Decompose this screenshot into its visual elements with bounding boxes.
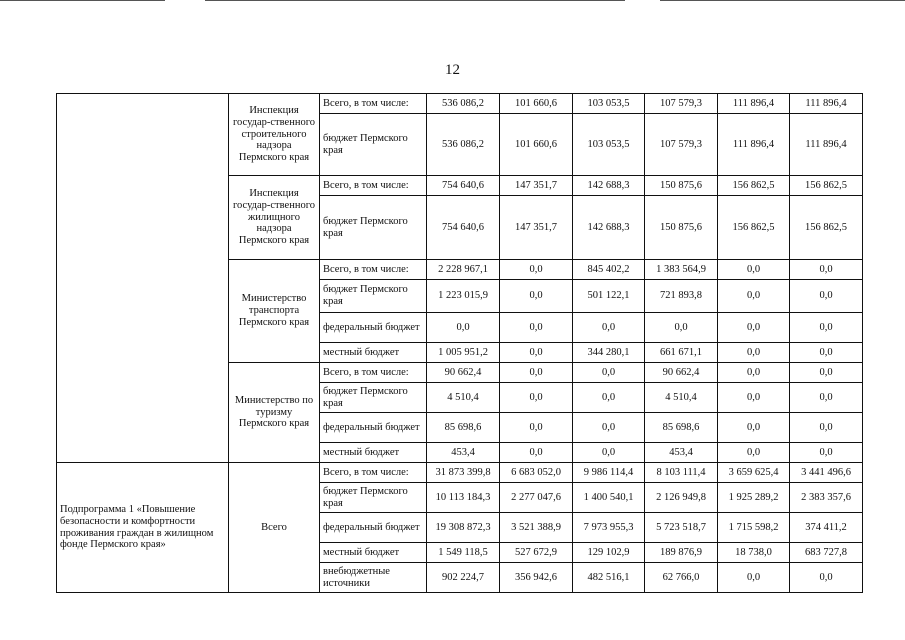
value-cell: 0,0 — [718, 280, 790, 313]
source-cell: Всего, в том числе: — [320, 176, 427, 196]
value-cell: 0,0 — [500, 343, 573, 363]
value-cell: 0,0 — [790, 383, 863, 413]
value-cell: 0,0 — [500, 383, 573, 413]
source-cell: местный бюджет — [320, 443, 427, 463]
source-cell: Всего, в том числе: — [320, 363, 427, 383]
value-cell: 374 411,2 — [790, 513, 863, 543]
value-cell: 0,0 — [573, 383, 645, 413]
executor-cell: Инспекция государ-ственного жилищного надзора Пермского края — [229, 176, 320, 260]
value-cell: 7 973 955,3 — [573, 513, 645, 543]
value-cell: 0,0 — [790, 413, 863, 443]
value-cell: 1 925 289,2 — [718, 483, 790, 513]
source-cell: бюджет Пермского края — [320, 114, 427, 176]
program-cell-empty — [57, 94, 229, 463]
source-cell: федеральный бюджет — [320, 413, 427, 443]
value-cell: 3 521 388,9 — [500, 513, 573, 543]
value-cell: 147 351,7 — [500, 196, 573, 260]
value-cell: 0,0 — [573, 443, 645, 463]
value-cell: 661 671,1 — [645, 343, 718, 363]
value-cell: 150 875,6 — [645, 196, 718, 260]
value-cell: 19 308 872,3 — [427, 513, 500, 543]
value-cell: 0,0 — [718, 563, 790, 593]
value-cell: 150 875,6 — [645, 176, 718, 196]
value-cell: 0,0 — [790, 313, 863, 343]
top-rule — [0, 0, 165, 1]
budget-table — [56, 93, 863, 593]
value-cell: 536 086,2 — [427, 94, 500, 114]
value-cell: 189 876,9 — [645, 543, 718, 563]
source-cell: местный бюджет — [320, 343, 427, 363]
value-cell: 142 688,3 — [573, 196, 645, 260]
executor-cell: Инспекция государ-ственного строительного надзора Пермского края — [229, 94, 320, 176]
value-cell: 156 862,5 — [790, 196, 863, 260]
value-cell: 453,4 — [645, 443, 718, 463]
value-cell: 85 698,6 — [427, 413, 500, 443]
value-cell: 0,0 — [790, 280, 863, 313]
value-cell: 90 662,4 — [427, 363, 500, 383]
value-cell: 0,0 — [718, 313, 790, 343]
value-cell: 356 942,6 — [500, 563, 573, 593]
value-cell: 107 579,3 — [645, 94, 718, 114]
value-cell: 62 766,0 — [645, 563, 718, 593]
value-cell: 0,0 — [500, 280, 573, 313]
executor-cell: Министерство по туризму Пермского края — [229, 363, 320, 463]
value-cell: 4 510,4 — [427, 383, 500, 413]
value-cell: 0,0 — [718, 343, 790, 363]
value-cell: 0,0 — [573, 363, 645, 383]
source-cell: Всего, в том числе: — [320, 94, 427, 114]
source-cell: Всего, в том числе: — [320, 463, 427, 483]
value-cell: 754 640,6 — [427, 176, 500, 196]
value-cell: 0,0 — [790, 343, 863, 363]
value-cell: 527 672,9 — [500, 543, 573, 563]
value-cell: 0,0 — [790, 260, 863, 280]
value-cell: 2 228 967,1 — [427, 260, 500, 280]
value-cell: 0,0 — [500, 363, 573, 383]
value-cell: 2 126 949,8 — [645, 483, 718, 513]
source-cell: внебюджетные источники — [320, 563, 427, 593]
value-cell: 103 053,5 — [573, 114, 645, 176]
value-cell: 129 102,9 — [573, 543, 645, 563]
source-cell: бюджет Пермского края — [320, 483, 427, 513]
source-cell: бюджет Пермского края — [320, 280, 427, 313]
value-cell: 1 005 951,2 — [427, 343, 500, 363]
value-cell: 111 896,4 — [790, 114, 863, 176]
value-cell: 902 224,7 — [427, 563, 500, 593]
value-cell: 0,0 — [500, 260, 573, 280]
value-cell: 2 383 357,6 — [790, 483, 863, 513]
value-cell: 111 896,4 — [718, 114, 790, 176]
value-cell: 111 896,4 — [718, 94, 790, 114]
value-cell: 0,0 — [500, 313, 573, 343]
page-number: 12 — [445, 62, 460, 78]
value-cell: 0,0 — [427, 313, 500, 343]
value-cell: 1 549 118,5 — [427, 543, 500, 563]
value-cell: 0,0 — [500, 413, 573, 443]
value-cell: 1 383 564,9 — [645, 260, 718, 280]
value-cell: 344 280,1 — [573, 343, 645, 363]
value-cell: 6 683 052,0 — [500, 463, 573, 483]
value-cell: 3 441 496,6 — [790, 463, 863, 483]
value-cell: 5 723 518,7 — [645, 513, 718, 543]
value-cell: 0,0 — [718, 383, 790, 413]
value-cell: 0,0 — [573, 313, 645, 343]
value-cell: 3 659 625,4 — [718, 463, 790, 483]
value-cell: 10 113 184,3 — [427, 483, 500, 513]
value-cell: 85 698,6 — [645, 413, 718, 443]
value-cell: 0,0 — [718, 363, 790, 383]
value-cell: 101 660,6 — [500, 94, 573, 114]
value-cell: 721 893,8 — [645, 280, 718, 313]
value-cell: 101 660,6 — [500, 114, 573, 176]
value-cell: 501 122,1 — [573, 280, 645, 313]
value-cell: 0,0 — [573, 413, 645, 443]
value-cell: 1 400 540,1 — [573, 483, 645, 513]
value-cell: 8 103 111,4 — [645, 463, 718, 483]
source-cell: бюджет Пермского края — [320, 196, 427, 260]
value-cell: 453,4 — [427, 443, 500, 463]
executor-cell: Министерство транспорта Пермского края — [229, 260, 320, 363]
value-cell: 31 873 399,8 — [427, 463, 500, 483]
value-cell: 156 862,5 — [718, 196, 790, 260]
value-cell: 111 896,4 — [790, 94, 863, 114]
source-cell: Всего, в том числе: — [320, 260, 427, 280]
value-cell: 90 662,4 — [645, 363, 718, 383]
value-cell: 107 579,3 — [645, 114, 718, 176]
value-cell: 103 053,5 — [573, 94, 645, 114]
value-cell: 482 516,1 — [573, 563, 645, 593]
value-cell: 147 351,7 — [500, 176, 573, 196]
value-cell: 0,0 — [645, 313, 718, 343]
value-cell: 156 862,5 — [718, 176, 790, 196]
value-cell: 0,0 — [500, 443, 573, 463]
value-cell: 4 510,4 — [645, 383, 718, 413]
source-cell: бюджет Пермского края — [320, 383, 427, 413]
value-cell: 0,0 — [718, 413, 790, 443]
value-cell: 0,0 — [790, 363, 863, 383]
source-cell: федеральный бюджет — [320, 313, 427, 343]
value-cell: 2 277 047,6 — [500, 483, 573, 513]
value-cell: 1 715 598,2 — [718, 513, 790, 543]
value-cell: 142 688,3 — [573, 176, 645, 196]
program-cell: Подпрограмма 1 «Повышение безопасности и комфортности проживания граждан в жилищном фонде Пермского края» — [57, 463, 229, 593]
value-cell: 683 727,8 — [790, 543, 863, 563]
value-cell: 0,0 — [790, 443, 863, 463]
executor-cell: Всего — [229, 463, 320, 593]
value-cell: 156 862,5 — [790, 176, 863, 196]
source-cell: федеральный бюджет — [320, 513, 427, 543]
source-cell: местный бюджет — [320, 543, 427, 563]
value-cell: 536 086,2 — [427, 114, 500, 176]
value-cell: 0,0 — [790, 563, 863, 593]
value-cell: 9 986 114,4 — [573, 463, 645, 483]
value-cell: 754 640,6 — [427, 196, 500, 260]
top-rule — [660, 0, 905, 1]
value-cell: 0,0 — [718, 260, 790, 280]
value-cell: 1 223 015,9 — [427, 280, 500, 313]
top-rule — [205, 0, 625, 1]
value-cell: 845 402,2 — [573, 260, 645, 280]
value-cell: 0,0 — [718, 443, 790, 463]
value-cell: 18 738,0 — [718, 543, 790, 563]
